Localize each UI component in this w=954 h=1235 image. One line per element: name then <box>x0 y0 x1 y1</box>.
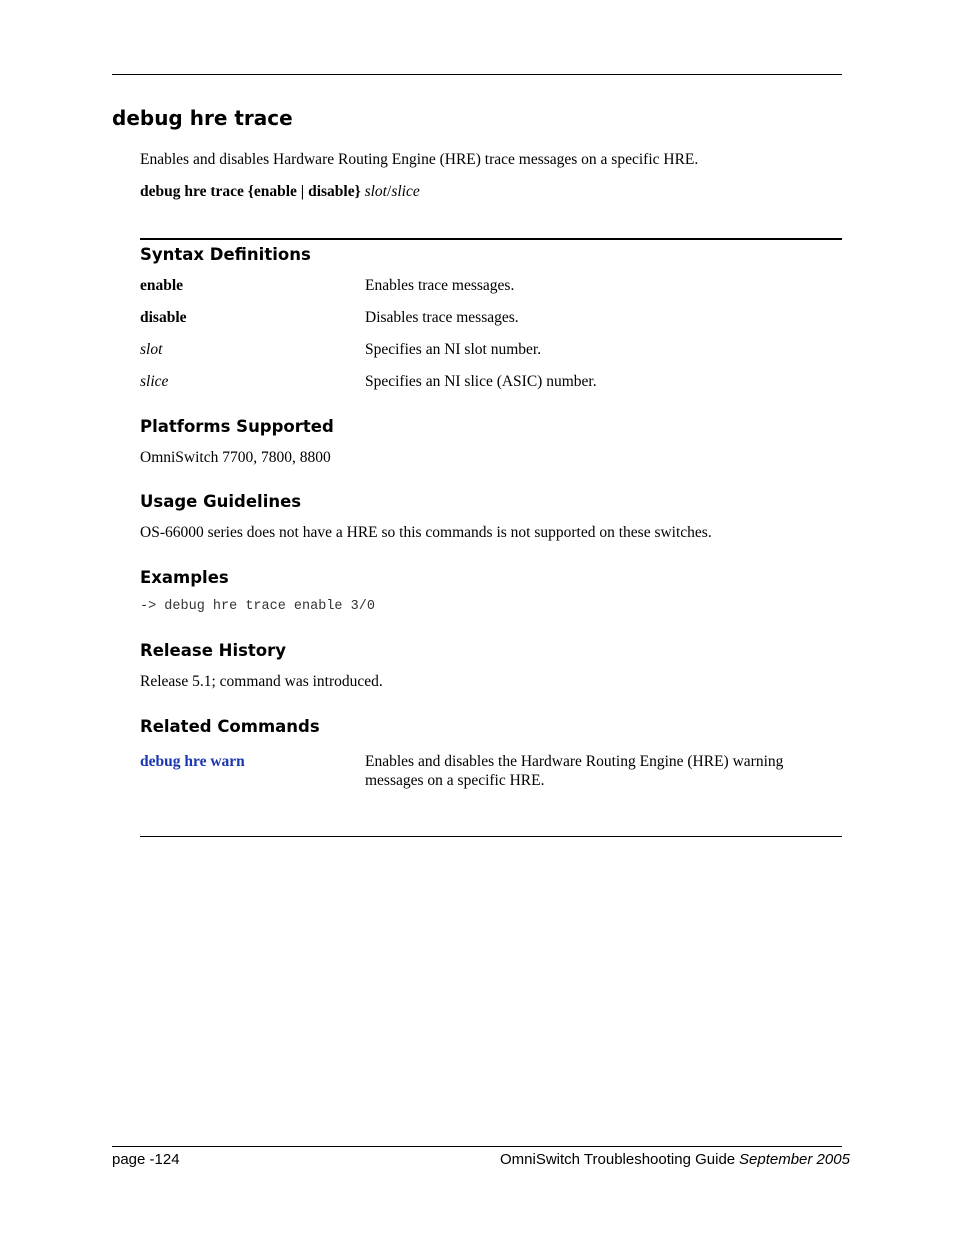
syntax-sep: / <box>387 183 392 200</box>
platforms-text: OmniSwitch 7700, 7800, 8800 <box>140 449 331 466</box>
description: Enables and disables Hardware Routing Engine (HRE) trace messages on a specific HRE. <box>140 151 699 168</box>
desc-disable: Disables trace messages. <box>365 309 519 326</box>
syntax-slice: slice <box>391 183 420 200</box>
footer-date: September 2005 <box>739 1151 850 1168</box>
section-rule <box>140 238 842 240</box>
release-heading: Release History <box>140 641 287 660</box>
footer-guide-title: OmniSwitch Troubleshooting Guide <box>500 1151 736 1168</box>
term-slot: slot <box>140 341 163 358</box>
usage-heading: Usage Guidelines <box>140 492 302 511</box>
platforms-heading: Platforms Supported <box>140 417 334 436</box>
related-desc-line2: messages on a specific HRE. <box>365 772 545 789</box>
desc-slice: Specifies an NI slice (ASIC) number. <box>365 373 597 390</box>
release-text: Release 5.1; command was introduced. <box>140 673 383 690</box>
syntax-definitions-heading: Syntax Definitions <box>140 245 311 264</box>
usage-text: OS-66000 series does not have a HRE so this commands is not supported on these switches. <box>140 524 712 541</box>
footer-rule <box>112 1146 842 1147</box>
desc-enable: Enables trace messages. <box>365 277 515 294</box>
term-enable: enable <box>140 277 184 294</box>
examples-heading: Examples <box>140 568 229 587</box>
desc-slot: Specifies an NI slot number. <box>365 341 542 358</box>
top-rule <box>112 74 842 75</box>
example-code: -> debug hre trace enable 3/0 <box>140 599 375 614</box>
related-desc-line1: Enables and disables the Hardware Routing Engine (HRE) warning <box>365 753 784 770</box>
term-disable: disable <box>140 309 187 326</box>
page-title: debug hre trace <box>112 106 293 130</box>
footer-page-number: page -124 <box>112 1151 180 1168</box>
related-link-debug-hre-warn[interactable]: debug hre warn <box>140 753 245 770</box>
related-heading: Related Commands <box>140 717 320 736</box>
syntax-command: debug hre trace {enable | disable} <box>140 183 361 200</box>
syntax-line <box>140 183 420 201</box>
syntax-slot: slot <box>364 183 387 200</box>
bottom-rule <box>140 836 842 837</box>
term-slice: slice <box>140 373 169 390</box>
